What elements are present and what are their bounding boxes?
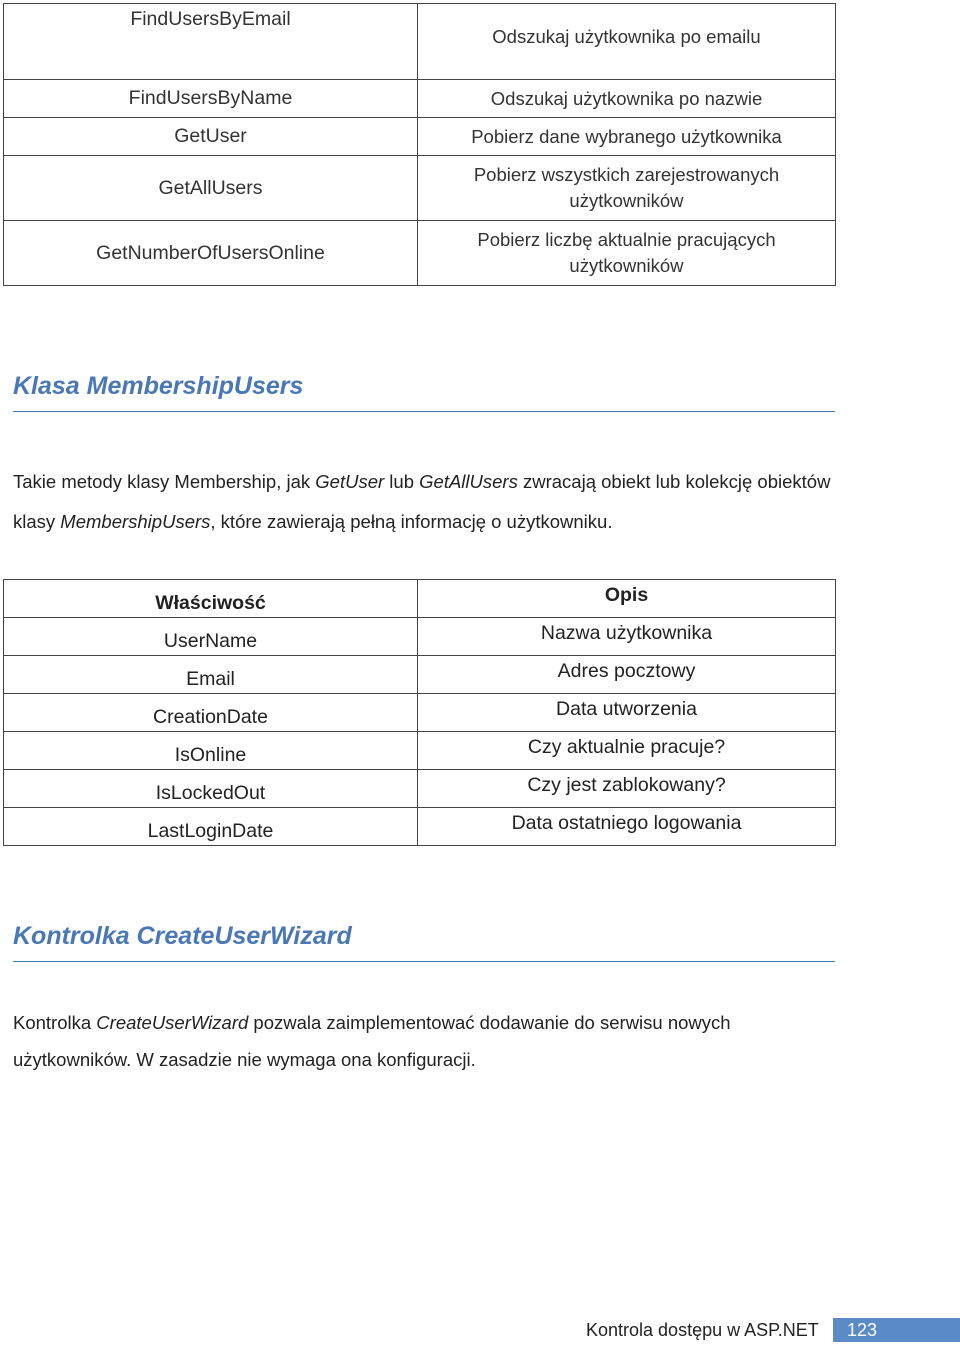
method-description: Odszukaj użytkownika po nazwie [418,80,836,118]
property-name: UserName [4,618,418,656]
section-paragraph: Kontrolka CreateUserWizard pozwala zaimplementować dodawanie do serwisu nowych użytkowników. W zasadzie nie wymaga ona konfiguracji. [13,1012,731,1070]
table-row [4,656,836,694]
property-name: Email [4,656,418,694]
property-name: LastLoginDate [4,808,418,846]
methods-table [3,3,836,286]
section-heading: Klasa MembershipUsers [13,372,835,412]
table-header-row [4,580,836,618]
table-row [4,732,836,770]
table-row [4,118,836,156]
section-heading: Kontrolka CreateUserWizard [13,922,835,962]
table-row [4,80,836,118]
property-description: Nazwa użytkownika [418,618,836,656]
method-name: GetUser [4,118,418,156]
property-description: Czy aktualnie pracuje? [418,732,836,770]
table-row [4,808,836,846]
method-description: Pobierz wszystkich zarejestrowanych użytkowników [418,156,836,221]
section-paragraph: Takie metody klasy Membership, jak GetUser lub GetAllUsers zwracają obiekt lub kolekcję obiektów klasy MembershipUsers, które zawierają pełną informację o użytkowniku. [13,471,831,532]
table-row [4,156,836,221]
property-description: Data utworzenia [418,694,836,732]
footer-title: Kontrola dostępu w ASP.NET [586,1319,819,1340]
property-description: Adres pocztowy [418,656,836,694]
column-header: Opis [418,580,836,618]
method-name: FindUsersByName [4,80,418,118]
method-name: FindUsersByEmail [4,4,418,80]
table-row [4,770,836,808]
page-number-badge: 123 [833,1318,960,1342]
method-description: Pobierz dane wybranego użytkownika [418,118,836,156]
table-row [4,618,836,656]
table-row [4,4,836,80]
table-row [4,221,836,286]
properties-table [3,579,836,846]
column-header: Właściwość [4,580,418,618]
property-name: CreationDate [4,694,418,732]
property-name: IsLockedOut [4,770,418,808]
method-description: Pobierz liczbę aktualnie pracujących użytkowników [418,221,836,286]
property-name: IsOnline [4,732,418,770]
property-description: Data ostatniego logowania [418,808,836,846]
method-name: GetAllUsers [4,156,418,221]
method-description: Odszukaj użytkownika po emailu [418,4,836,80]
method-name: GetNumberOfUsersOnline [4,221,418,286]
table-row [4,694,836,732]
property-description: Czy jest zablokowany? [418,770,836,808]
